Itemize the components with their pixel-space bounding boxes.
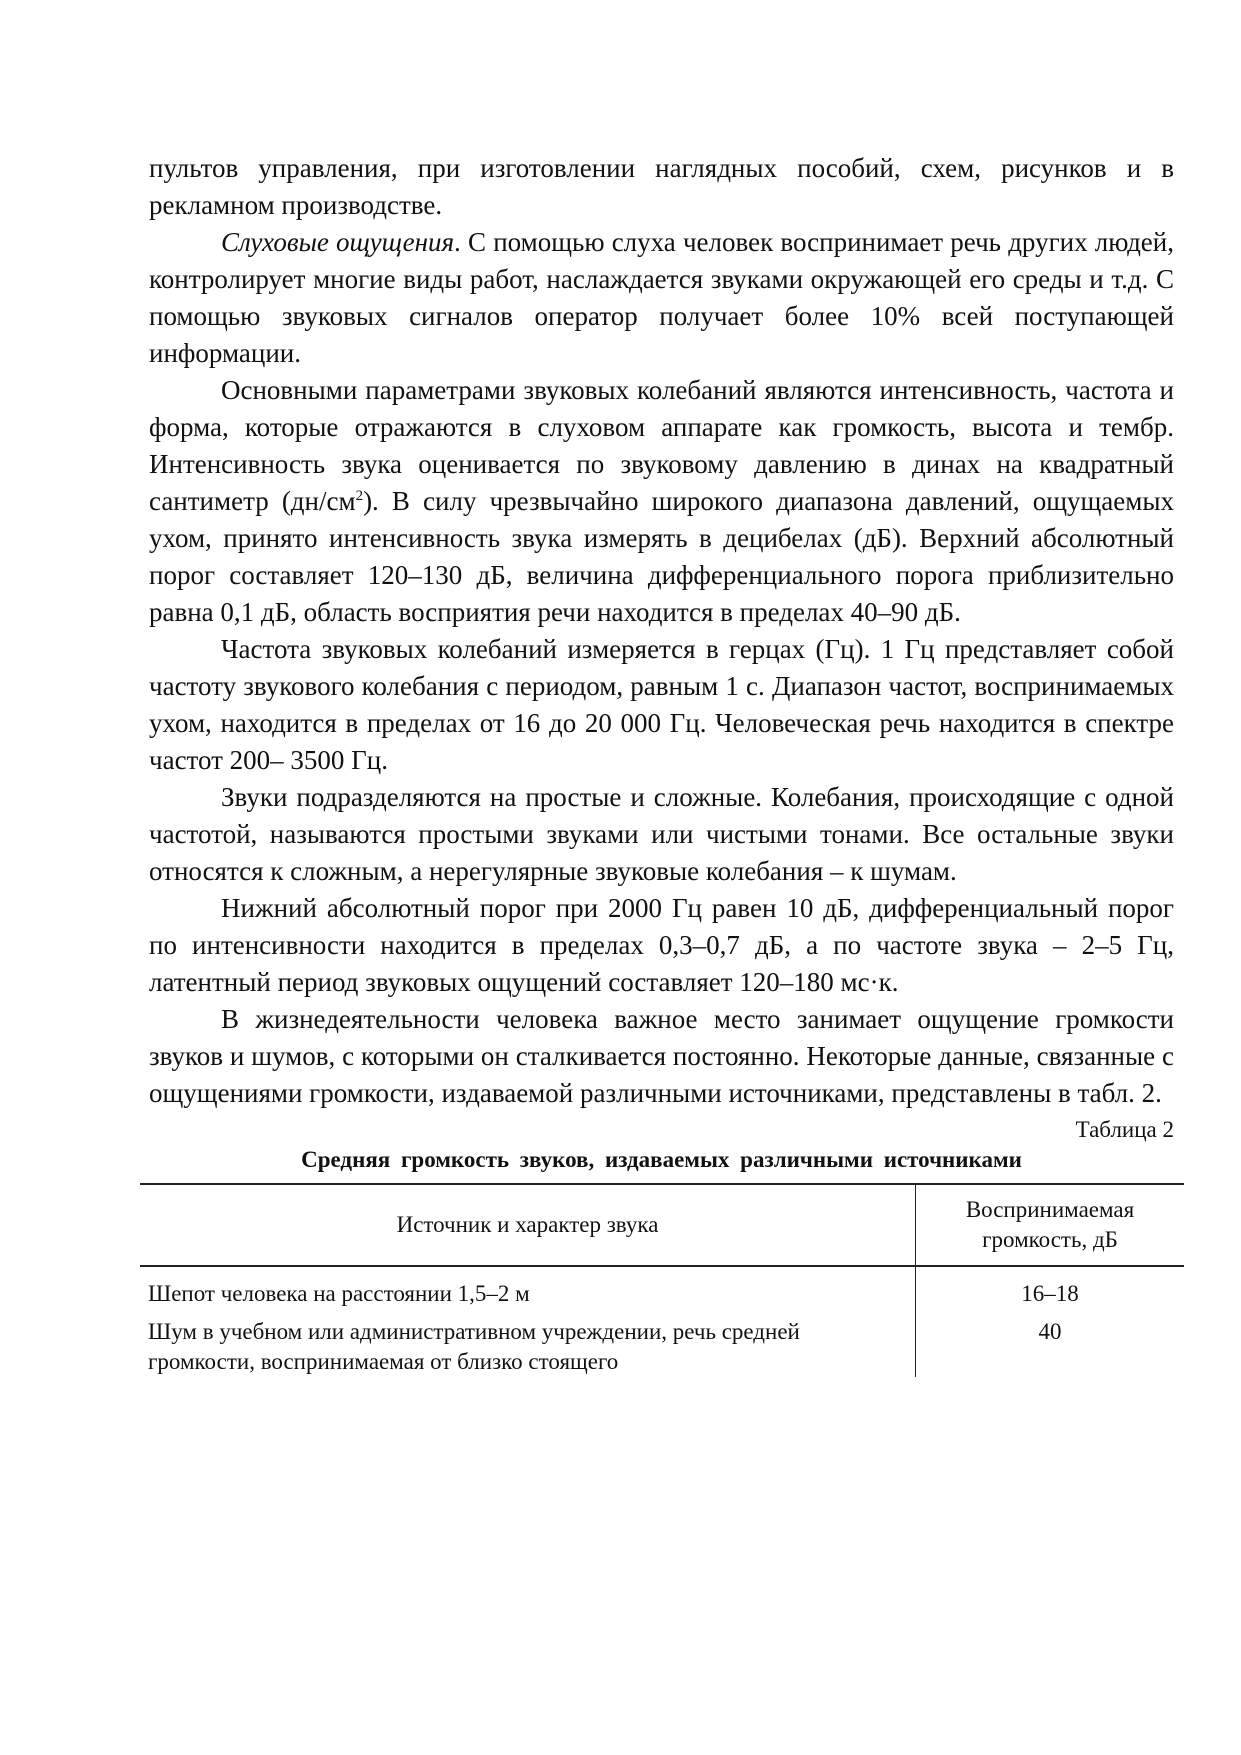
table-number: Таблица 2 bbox=[1075, 1117, 1174, 1142]
paragraph-sound-types: Звуки подразделяются на простые и сложные. Колебания, происходящие с одной частотой, называются простыми звуками или чистыми тонами. Все остальные звуки относятся к сложным, а нерегулярные звуковые колебания – к шумам. bbox=[149, 782, 1174, 886]
paragraph-thresholds: Нижний абсолютный порог при 2000 Гц равен 10 дБ, дифференциальный порог по интенсивности находится в пределах 0,3–0,7 дБ, а по частоте звука – 2–5 Гц, латентный период звуковых ощущений составляет 120–180 мс·к. bbox=[149, 893, 1174, 997]
term-hearing-sensations: Слуховые ощущения bbox=[221, 227, 455, 257]
cell-value: 16–18 bbox=[916, 1266, 1185, 1317]
cell-source: Шепот человека на расстоянии 1,5–2 м bbox=[148, 1281, 530, 1306]
paragraph-frequency: Частота звуковых колебаний измеряется в герцах (Гц). 1 Гц представляет собой частоту звукового колебания с периодом, равным 1 с. Диапазон частот, воспринимаемых ухом, находится в пределах от 16 до 20 000 Гц. Человеческая речь находится в спектре частот 200– 3500 Гц. bbox=[149, 634, 1174, 775]
header-loudness-line1: Воспринимаемая bbox=[965, 1197, 1135, 1222]
table-title: Средняя громкость звуков, издаваемых различными источниками bbox=[301, 1147, 1022, 1172]
table-header-row bbox=[140, 1184, 1184, 1266]
loudness-table bbox=[140, 1183, 1184, 1377]
table-row bbox=[140, 1266, 1184, 1317]
table-row bbox=[140, 1317, 1184, 1377]
page-body bbox=[149, 150, 1174, 1377]
paragraph-text: ). В силу чрезвычайно широкого диапазона давлений, ощущаемых ухом, принято интенсивность звука измерять в децибелах (дБ). Верхний абсолютный порог составляет 120–130 дБ, величина дифференциального порога приблизительно равна 0,1 дБ, область восприятия речи находится в пределах 40–90 дБ. bbox=[149, 486, 1174, 627]
cell-value: 40 bbox=[916, 1317, 1185, 1377]
paragraph-continuation: пультов управления, при изготовлении наглядных пособий, схем, рисунков и в рекламном производстве. bbox=[149, 153, 1174, 220]
header-loudness-line2: громкость, дБ bbox=[982, 1227, 1118, 1252]
superscript: 2 bbox=[355, 488, 364, 504]
paragraph-hearing-sensations bbox=[149, 224, 1174, 372]
paragraph-text: Основными параметрами звуковых колебаний являются интенсивность, частота и форма, которые отражаются в слуховом аппарате как громкость, высота и тембр. Интенсивность звука оценивается по звуковому давлению в динах на квадратный сантиметр (дн/см bbox=[149, 375, 1174, 516]
header-source: Источник и характер звука bbox=[140, 1184, 916, 1266]
paragraph-loudness: В жизнедеятельности человека важное место занимает ощущение громкости звуков и шумов, с которыми он сталкивается постоянно. Некоторые данные, связанные с ощущениями громкости, издаваемой различными источниками, представлены в табл. 2. bbox=[149, 1004, 1174, 1108]
cell-source: Шум в учебном или административном учреждении, речь средней громкости, воспринимаемая от близко стоящего bbox=[148, 1319, 800, 1374]
header-loudness bbox=[916, 1184, 1185, 1266]
paragraph-text: . С помощью слуха человек воспринимает речь других людей, контролирует многие виды работ, наслаждается звуками окружающей его среды и т.д. С помощью звуковых сигналов оператор получает более 10% всей поступающей информации. bbox=[149, 227, 1174, 368]
paragraph-sound-parameters bbox=[149, 372, 1174, 631]
